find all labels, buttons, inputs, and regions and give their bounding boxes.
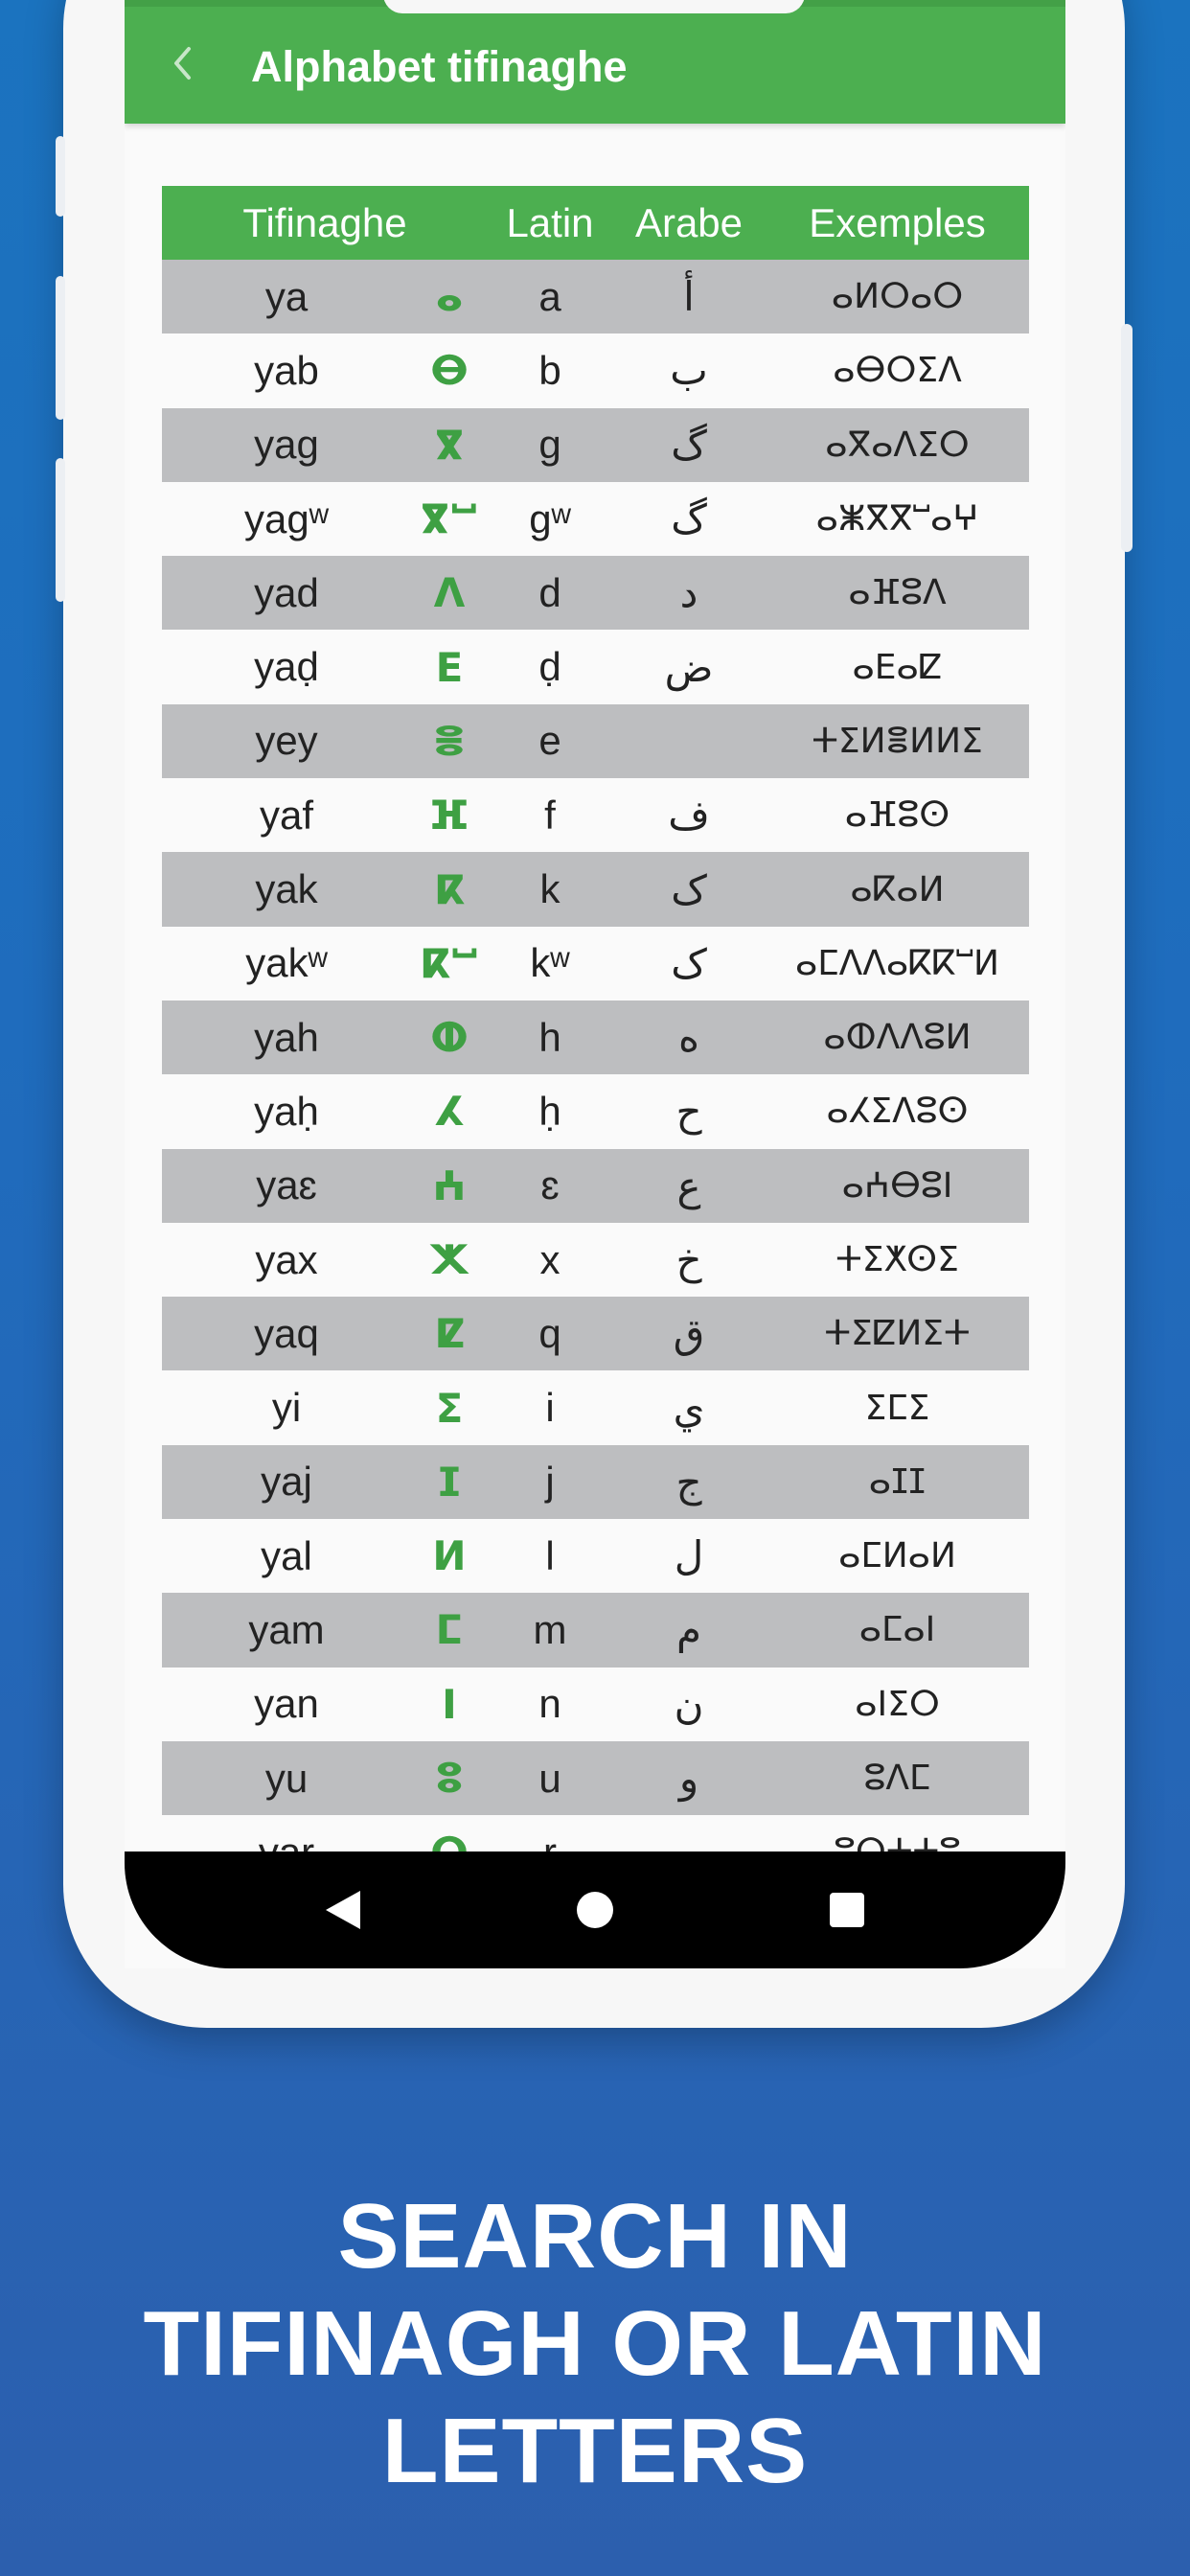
letter-name: yax — [255, 1236, 318, 1282]
example-word: ⴰⴽⴰⵍ — [850, 869, 945, 909]
letter-name: yaḍ — [254, 644, 319, 690]
example-word: ⵜⵉⵇⵍⵉⵜ — [824, 1314, 971, 1354]
letter-name: yaj — [261, 1459, 312, 1505]
arabic-letter: گ — [671, 421, 707, 469]
arabic-letter: أ — [683, 273, 695, 321]
letter-name: yag — [254, 422, 319, 468]
letter-name: yak — [255, 866, 318, 912]
arabic-letter: ک — [671, 939, 707, 987]
tifinagh-glyph: ⵏ — [442, 1681, 457, 1727]
table-header — [162, 186, 1029, 260]
android-nav-bar — [125, 1852, 1065, 1968]
header-tifinaghe: Tifinaghe — [242, 199, 407, 245]
example-word: ⴰⵎⵍⴰⵍ — [838, 1536, 956, 1576]
letter-name: yaɛ — [256, 1162, 317, 1208]
promo-line-1: SEARCH IN — [337, 2185, 853, 2288]
latin-letter: f — [544, 792, 556, 838]
tifinagh-glyph: ⴷ — [433, 570, 466, 616]
table-row — [162, 1593, 1029, 1667]
tifinagh-glyph: ⴰ — [435, 274, 464, 320]
example-word: ⴰⵎⴰⵏ — [858, 1610, 936, 1650]
tifinagh-glyph: ⴽⵯ — [419, 940, 479, 986]
table-row — [162, 1445, 1029, 1519]
promo-line-3: LETTERS — [381, 2400, 809, 2502]
table-row — [162, 1370, 1029, 1444]
header-latin: Latin — [506, 199, 594, 245]
latin-letter: j — [545, 1459, 555, 1505]
tifinagh-glyph: ⵃ — [434, 1089, 465, 1135]
latin-letter: h — [538, 1014, 561, 1060]
arabic-letter: ک — [671, 865, 707, 913]
example-word: ⴰⵊⵊ — [868, 1461, 927, 1502]
latin-letter: x — [539, 1236, 561, 1282]
arabic-letter: د — [679, 569, 698, 617]
arabic-letter: ب — [670, 347, 708, 395]
table-row — [162, 408, 1029, 482]
example-word: ⵓⴷⵎ — [863, 1759, 931, 1799]
table-row — [162, 1297, 1029, 1370]
phone-volume-down-button — [56, 458, 65, 602]
arabic-letter: م — [675, 1606, 701, 1654]
example-word: ⴰⴳⴰⴷⵉⵔ — [825, 425, 970, 465]
letter-name: yab — [254, 347, 319, 393]
tifinagh-glyph: ⴹ — [435, 644, 464, 690]
example-word: ⴰⵀⴷⴷⵓⵍ — [823, 1018, 972, 1058]
example-word: ⴰⴼⵓⵙ — [844, 795, 950, 836]
latin-letter: ḥ — [538, 1088, 561, 1134]
arabic-letter: ق — [673, 1310, 705, 1358]
latin-letter: l — [545, 1532, 555, 1578]
tifinagh-glyph: ⴽ — [434, 866, 465, 912]
tifinagh-glyph: ⴱ — [430, 348, 469, 394]
letter-name: yan — [254, 1681, 319, 1727]
app-bar — [125, 0, 1065, 124]
table-body — [162, 260, 1029, 1890]
example-word: ⴰⴹⴰⵇ — [852, 647, 943, 687]
example-word: ⵉⵎⵉ — [864, 1388, 930, 1428]
latin-letter: d — [538, 569, 561, 615]
example-word: ⴰⵄⴱⵓⵏ — [841, 1165, 953, 1206]
table-row — [162, 704, 1029, 778]
latin-letter: q — [538, 1310, 561, 1356]
phone-side-button — [56, 136, 65, 217]
letter-name: yu — [264, 1755, 309, 1801]
circle-home-icon[interactable] — [570, 1885, 620, 1935]
tifinagh-glyph: ⵊ — [437, 1459, 462, 1505]
table-row — [162, 482, 1029, 556]
latin-letter: g — [538, 422, 561, 468]
table-row — [162, 1519, 1029, 1593]
letter-name: yakʷ — [245, 940, 328, 986]
table-row — [162, 556, 1029, 630]
table-row — [162, 778, 1029, 852]
table-row — [162, 630, 1029, 703]
tifinagh-glyph: ⴼ — [429, 793, 469, 839]
arabic-letter: و — [678, 1755, 699, 1803]
header-exemples: Exemples — [809, 199, 986, 245]
letter-name: yal — [261, 1532, 312, 1578]
table-row — [162, 334, 1029, 407]
arabic-letter: ف — [668, 792, 710, 840]
letter-name: yey — [255, 718, 318, 764]
tifinagh-glyph: ⵄ — [432, 1162, 467, 1208]
table-row — [162, 1741, 1029, 1815]
example-word: ⵜⵉⵍⴻⵍⵍⵉ — [812, 721, 983, 761]
tifinagh-glyph: ⵅ — [430, 1237, 469, 1282]
letter-name: yaq — [254, 1310, 319, 1356]
example-word: ⴰⵏⵉⵔ — [855, 1684, 940, 1724]
latin-letter: ḍ — [538, 644, 561, 690]
letter-name: yagʷ — [244, 495, 329, 541]
arabic-letter: ه — [677, 1014, 699, 1062]
latin-letter: kʷ — [530, 940, 570, 986]
table-row — [162, 260, 1029, 334]
table-row — [162, 1223, 1029, 1297]
tifinagh-glyph: ⵉ — [435, 1385, 464, 1431]
letter-name: yad — [254, 569, 319, 615]
chevron-left-icon[interactable] — [163, 36, 201, 90]
example-word: ⴰⵍⵔⴰⵔ — [831, 277, 964, 317]
phone-volume-up-button — [56, 276, 65, 420]
example-word: ⵜⵉⵅⵙⵉ — [835, 1240, 959, 1279]
latin-letter: a — [538, 273, 561, 319]
phone-power-button — [1121, 324, 1133, 552]
arabic-letter: ض — [664, 643, 714, 691]
tifinagh-glyph: ⵇ — [434, 1311, 465, 1357]
latin-letter: u — [538, 1755, 561, 1801]
arabic-letter: ل — [674, 1532, 704, 1580]
example-word: ⴰⴱⵔⵉⴷ — [833, 351, 962, 391]
triangle-back-icon[interactable] — [318, 1885, 368, 1935]
latin-letter: n — [538, 1681, 561, 1727]
latin-letter: gʷ — [529, 495, 571, 541]
table-row — [162, 1000, 1029, 1074]
arabic-letter: ح — [675, 1088, 702, 1136]
tifinagh-glyph: ⵎ — [435, 1607, 464, 1653]
example-word: ⴰⴼⵓⴷ — [848, 573, 947, 613]
table-row — [162, 1668, 1029, 1741]
example-word: ⴰⵎⴷⴷⴰⴽⴽⵯⵍ — [795, 943, 999, 983]
latin-letter: e — [538, 718, 561, 764]
promo-headline — [0, 2183, 1190, 2505]
latin-letter: ɛ — [540, 1162, 560, 1208]
arabic-letter: گ — [671, 495, 707, 543]
header-arabe: Arabe — [634, 199, 744, 245]
table-row — [162, 1074, 1029, 1148]
example-word: ⴰⵥⴳⴳⵯⴰⵖ — [815, 499, 979, 540]
latin-letter: i — [545, 1385, 555, 1431]
tifinagh-glyph: ⵓ — [435, 1756, 464, 1802]
table-row — [162, 1149, 1029, 1223]
promo-line-2: TIFINAGH OR LATIN — [143, 2292, 1047, 2395]
table-row — [162, 927, 1029, 1000]
phone-notch — [383, 0, 805, 13]
table-row — [162, 852, 1029, 926]
arabic-letter: ع — [676, 1162, 701, 1209]
letter-name: yaf — [259, 792, 314, 838]
tifinagh-glyph: ⴳⵯ — [420, 496, 479, 542]
letter-name: yah — [254, 1014, 319, 1060]
tifinagh-glyph: ⴳ — [434, 422, 465, 468]
arabic-letter: ن — [674, 1680, 704, 1728]
letter-name: yam — [248, 1606, 325, 1652]
page-title: Alphabet tifinaghe — [251, 42, 628, 91]
latin-letter: m — [533, 1606, 567, 1652]
arabic-letter: خ — [675, 1236, 702, 1283]
arabic-letter: ج — [675, 1458, 702, 1506]
app-screen — [125, 0, 1065, 1968]
latin-letter: k — [539, 866, 561, 912]
letter-name: yaḥ — [254, 1088, 319, 1134]
square-recents-icon[interactable] — [822, 1885, 872, 1935]
example-word: ⴰⵃⵉⴷⵓⵙ — [826, 1092, 969, 1132]
latin-letter: b — [538, 347, 561, 393]
arabic-letter: ي — [673, 1384, 705, 1432]
tifinagh-glyph: ⴻ — [433, 718, 466, 764]
letter-name: yi — [271, 1385, 302, 1431]
alphabet-table — [162, 186, 1029, 1890]
tifinagh-glyph: ⵍ — [432, 1533, 467, 1579]
letter-name: ya — [264, 273, 309, 319]
tifinagh-glyph: ⵀ — [430, 1015, 469, 1061]
